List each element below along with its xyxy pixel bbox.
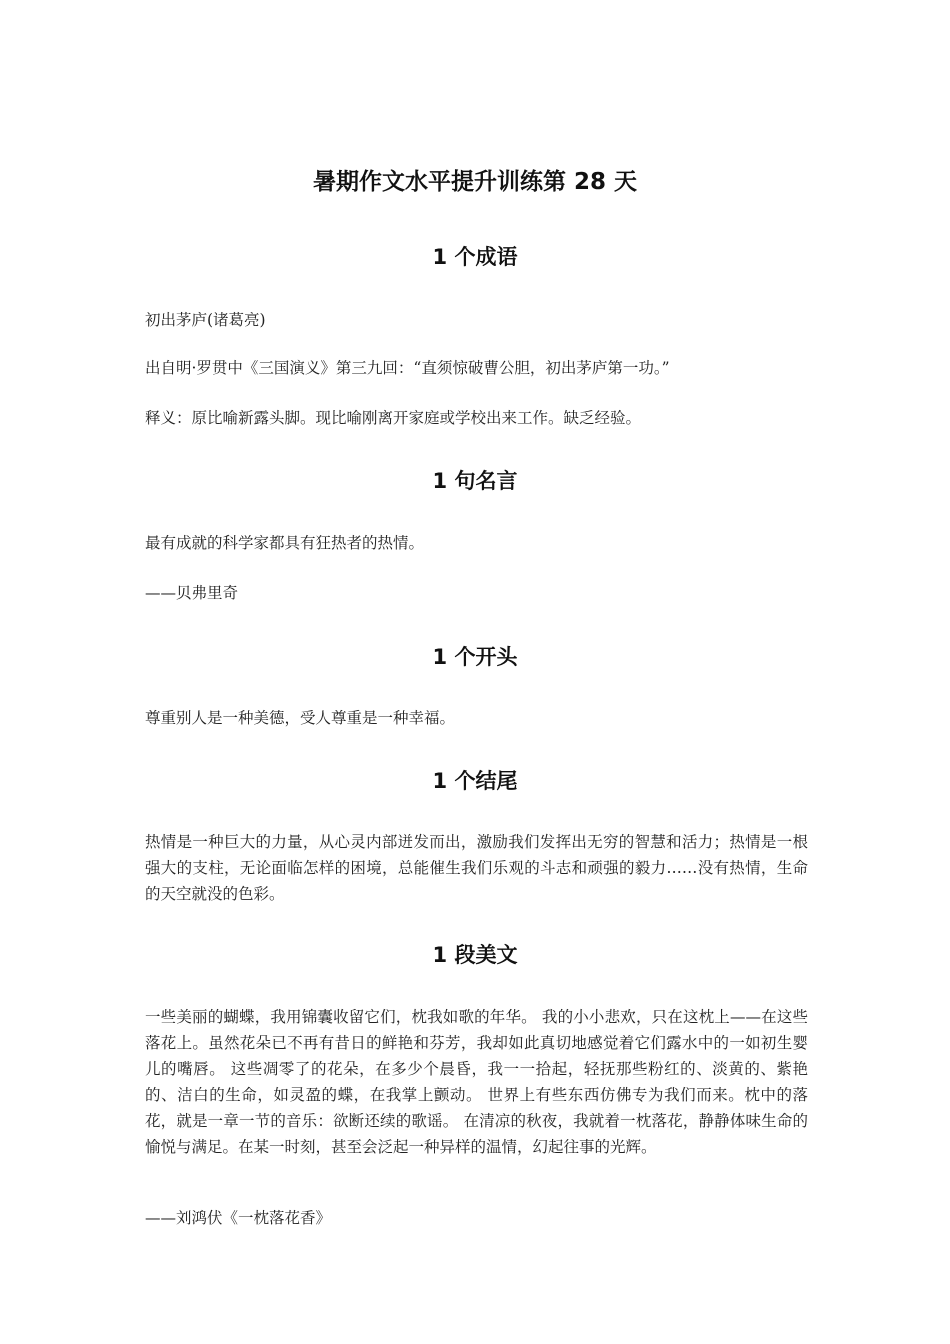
section-heading-quote: 1 句名言 [432, 469, 518, 493]
idiom-source: 出自明·罗贯中《三国演义》第三九回：“直须惊破曹公胆，初出茅庐第一功。” [145, 359, 670, 377]
section-heading-passage: 1 段美文 [432, 943, 518, 967]
opening-text: 尊重别人是一种美德，受人尊重是一种幸福。 [145, 709, 456, 727]
section-heading-opening: 1 个开头 [432, 645, 518, 669]
idiom-term: 初出茅庐(诸葛亮) [145, 311, 266, 329]
passage-author: ——刘鸿伏《一枕落花香》 [145, 1209, 332, 1227]
section-heading-ending: 1 个结尾 [432, 769, 518, 793]
section-heading-idiom: 1 个成语 [432, 245, 518, 269]
quote-author: ——贝弗里奇 [145, 584, 239, 602]
ending-text: 热情是一种巨大的力量，从心灵内部迸发而出，激励我们发挥出无穷的智慧和活力；热情是一根强大的支柱，无论面临怎样的困境，总能催生我们乐观的斗志和顽强的毅力……没有热情，生命的天空就没的色彩。 [145, 833, 808, 903]
passage-text: 一些美丽的蝴蝶，我用锦囊收留它们，枕我如歌的年华。 我的小小悲欢，只在这枕上——在这些落花上。虽然花朵已不再有昔日的鲜艳和芬芳，我却如此真切地感觉着它们露水中的一如初生婴儿的嘴唇。 这些凋零了的花朵，在多少个晨昏，我一一拾起，轻抚那些粉红的、淡黄的、紫艳的、洁白的生命，如灵盈的蝶，在我掌上颤动。 世界上有些东西仿佛专为我们而来。枕中的落花，就是一章一节的音乐：欲断还续的歌谣。 在清凉的秋夜，我就着一枕落花，静静体味生命的愉悦与满足。在某一时刻，甚至会泛起一种异样的温情，幻起往事的光辉。 [145, 1008, 808, 1156]
idiom-meaning: 释义：原比喻新露头脚。现比喻刚离开家庭或学校出来工作。缺乏经验。 [145, 409, 642, 427]
document-title: 暑期作文水平提升训练第 28 天 [312, 169, 638, 195]
quote-text: 最有成就的科学家都具有狂热者的热情。 [145, 534, 425, 552]
